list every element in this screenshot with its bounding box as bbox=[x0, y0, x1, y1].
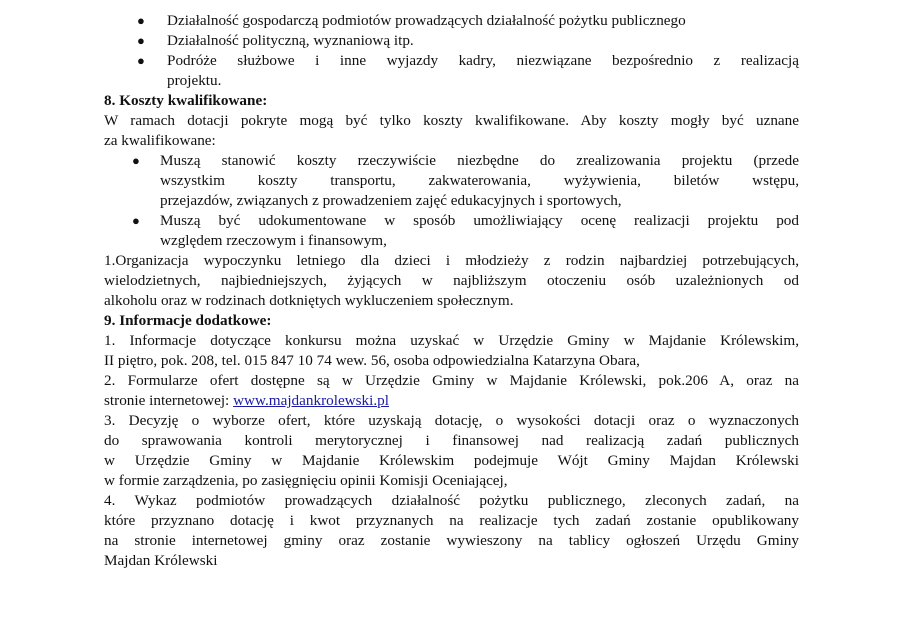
paragraph-line: na stronie internetowej gminy oraz zostanie wywieszony na tablicy ogłoszeń Urzędu Gminy bbox=[104, 532, 799, 549]
paragraph-line: 3. Decyzję o wyborze ofert, które uzyskają dotację, o wysokości dotacji oraz o wyznaczonych bbox=[104, 412, 799, 429]
section-heading: 8. Koszty kwalifikowane: bbox=[104, 92, 268, 109]
paragraph-line: alkoholu oraz w rodzinach dotkniętych wykluczeniem społecznym. bbox=[104, 292, 514, 309]
list-item-continuation: wszystkim koszty transportu, zakwaterowania, wyżywienia, biletów wstępu, bbox=[160, 172, 799, 189]
bullet-icon: ● bbox=[137, 13, 145, 28]
paragraph-line: Majdan Królewski bbox=[104, 552, 218, 569]
website-link[interactable]: www.majdankrolewski.pl bbox=[233, 392, 389, 409]
paragraph-line: stronie internetowej: www.majdankrolewski.pl bbox=[104, 392, 389, 409]
bullet-icon: ● bbox=[137, 53, 145, 68]
paragraph-line: II piętro, pok. 208, tel. 015 847 10 74 wew. 56, osoba odpowiedzialna Katarzyna Obara, bbox=[104, 352, 640, 369]
bullet-icon: ● bbox=[132, 153, 140, 168]
list-item: ● Podróże służbowe i inne wyjazdy kadry, niezwiązane bezpośrednio z realizacją bbox=[137, 52, 799, 69]
paragraph-line: 2. Formularze ofert dostępne są w Urzędzie Gminy w Majdanie Królewski, pok.206 A, oraz na bbox=[104, 372, 799, 389]
list-item-continuation: projektu. bbox=[167, 72, 222, 89]
list-item-continuation: względem rzeczowym i finansowym, bbox=[160, 232, 387, 249]
list-item: ● Muszą stanowić koszty rzeczywiście niezbędne do zrealizowania projektu (przede bbox=[132, 152, 799, 169]
section-heading: 9. Informacje dodatkowe: bbox=[104, 312, 272, 329]
list-item-continuation: przejazdów, związanych z prowadzeniem zajęć edukacyjnych i sportowych, bbox=[160, 192, 622, 209]
bullet-icon: ● bbox=[137, 33, 145, 48]
paragraph-line: wielodzietnych, najbiedniejszych, żyjących w najbliższym otoczeniu osób uzależnionych od bbox=[104, 272, 799, 289]
document-page bbox=[104, 11, 799, 571]
list-item: ● Działalność gospodarczą podmiotów prowadzących działalność pożytku publicznego bbox=[137, 12, 686, 29]
paragraph-line: 1.Organizacja wypoczynku letniego dla dzieci i młodzieży z rodzin najbardziej potrzebujących, bbox=[104, 252, 799, 269]
paragraph-line: w Urzędzie Gminy w Majdanie Królewskim podejmuje Wójt Gminy Majdan Królewski bbox=[104, 452, 799, 469]
list-item: ● Muszą być udokumentowane w sposób umożliwiający ocenę realizacji projektu pod bbox=[132, 212, 799, 229]
paragraph-line: w formie zarządzenia, po zasięgnięciu opinii Komisji Oceniającej, bbox=[104, 472, 508, 489]
paragraph-line: które przyznano dotację i kwot przyznanych na realizacje tych zadań zostanie opublikowany bbox=[104, 512, 799, 529]
list-item: ● Działalność polityczną, wyznaniową itp. bbox=[137, 32, 414, 49]
paragraph-line: do sprawowania kontroli merytorycznej i finansowej nad realizacją zadań publicznych bbox=[104, 432, 799, 449]
paragraph-line: 1. Informacje dotyczące konkursu można uzyskać w Urzędzie Gminy w Majdanie Królewskim, bbox=[104, 332, 799, 349]
paragraph-line: 4. Wykaz podmiotów prowadzących działalność pożytku publicznego, zleconych zadań, na bbox=[104, 492, 799, 509]
paragraph-line: W ramach dotacji pokryte mogą być tylko koszty kwalifikowane. Aby koszty mogły być uznane bbox=[104, 112, 799, 129]
paragraph-line: za kwalifikowane: bbox=[104, 132, 216, 149]
bullet-icon: ● bbox=[132, 213, 140, 228]
